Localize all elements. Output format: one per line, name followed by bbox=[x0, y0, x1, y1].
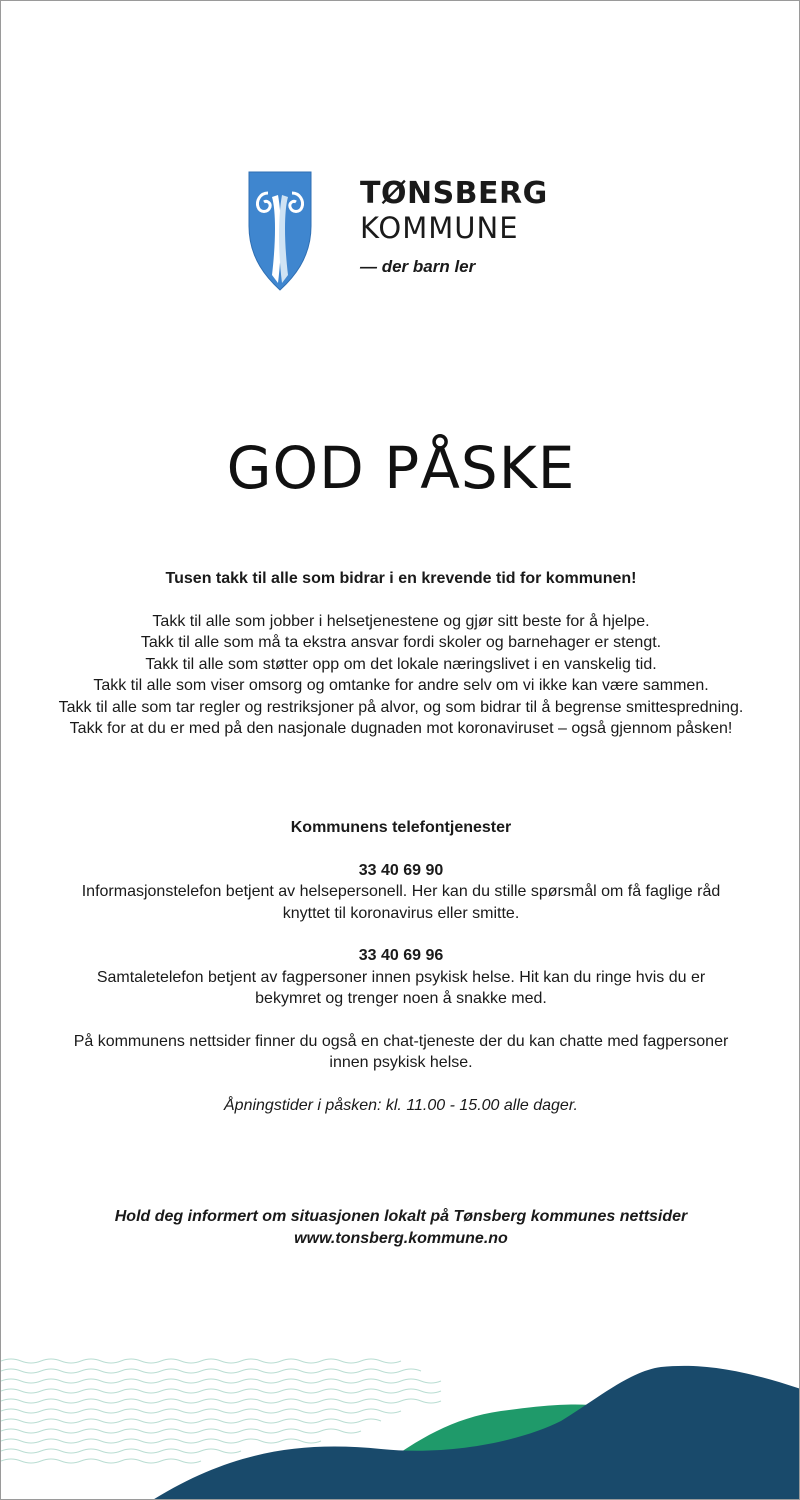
thanks-line: Takk til alle som tar regler og restriksjoner på alvor, og som bidrar til å begrense smittespredning. bbox=[58, 698, 744, 716]
page-title: GOD PÅSKE bbox=[226, 434, 576, 502]
service-description: Informasjonstelefon betjent av helsepersonell. Her kan du stille spørsmål om få faglige råd bbox=[81, 883, 721, 900]
phone-number: 33 40 69 96 bbox=[358, 947, 444, 964]
opening-hours: Åpningstider i påsken: kl. 11.00 - 15.00 alle dager. bbox=[224, 1096, 578, 1114]
thanks-line: Takk til alle som jobber i helsetjenestene og gjør sitt beste for å hjelpe. bbox=[152, 612, 650, 630]
service-description: knyttet til koronavirus eller smitte. bbox=[282, 904, 520, 922]
landscape-decoration bbox=[1, 1341, 800, 1500]
phone-services-section bbox=[1, 817, 800, 1116]
thanks-line: Takk for at du er med på den nasjonale dugnaden mot koronaviruset – også gjennom påsken! bbox=[69, 720, 733, 737]
footer-text: Hold deg informert om situasjonen lokalt på Tønsberg kommunes nettsider bbox=[114, 1208, 688, 1225]
tonsberg-kommune-logo bbox=[248, 171, 568, 293]
thanks-line: Takk til alle som viser omsorg og omtanke for andre selv om vi ikke kan være sammen. bbox=[93, 677, 709, 694]
thanks-heading: Tusen takk til alle som bidrar i en krevende tid for kommunen! bbox=[165, 570, 637, 587]
municipal-shield-icon bbox=[248, 171, 312, 291]
chat-info: På kommunens nettsider finner du også en chat-tjeneste der du kan chatte med fagpersoner bbox=[73, 1032, 729, 1050]
phone-services-heading: Kommunens telefontjenester bbox=[290, 819, 512, 836]
brand-subtitle: KOMMUNE bbox=[360, 211, 519, 245]
service-description: bekymret og trenger noen å snakke med. bbox=[255, 990, 547, 1007]
chat-info: innen psykisk helse. bbox=[329, 1054, 473, 1071]
brand-slogan: — der barn ler bbox=[360, 257, 476, 276]
thanks-section bbox=[1, 568, 800, 740]
phone-number: 33 40 69 90 bbox=[358, 861, 444, 879]
service-description: Samtaletelefon betjent av fagpersoner innen psykisk helse. Hit kan du ringe hvis du er bbox=[96, 968, 706, 986]
thanks-line: Takk til alle som må ta ekstra ansvar fordi skoler og barnehager er stengt. bbox=[140, 634, 662, 651]
thanks-line: Takk til alle som støtter opp om det lokale næringslivet i en vanskelig tid. bbox=[145, 655, 657, 673]
footer-info bbox=[1, 1206, 800, 1249]
wave-pattern bbox=[1, 1359, 441, 1463]
footer-url: www.tonsberg.kommune.no bbox=[294, 1229, 508, 1247]
brand-name: TØNSBERG bbox=[360, 176, 548, 211]
